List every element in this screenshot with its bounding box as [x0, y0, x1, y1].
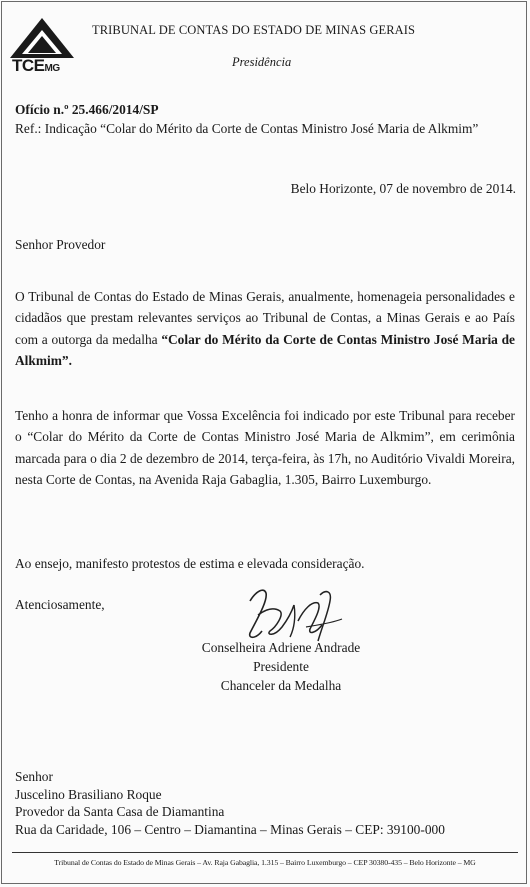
footer-divider	[12, 852, 518, 853]
paragraph-1-text: O Tribunal de Contas do Estado de Minas Gerais, anualmente, homenageia personalidades e cidadãos que prestam relevantes serviços ao Tribunal de Contas, a Minas Gerais e ao País com a outorga da medalha	[15, 289, 515, 347]
addressee-line-4: Rua da Caridade, 106 – Centro – Diamantina – Minas Gerais – CEP: 39100-000	[15, 821, 445, 837]
paragraph-1-end: .	[68, 353, 72, 369]
addressee-block	[15, 768, 445, 838]
paragraph-1	[15, 286, 515, 372]
addressee-line-3: Provedor da Santa Casa de Diamantina	[15, 804, 225, 820]
addressee-line-2: Juscelino Brasiliano Roque	[15, 786, 162, 802]
paragraph-2: Tenho a honra de informar que Vossa Excelência foi indicado por este Tribunal para receber o “Colar do Mérito da Corte de Contas Ministro José Maria de Alkmim”, em cerimônia marcada para o dia 2 de dezembro de 2014, terça-feira, às 17h, no Auditório Vivaldi Moreira, nesta Corte de Contas, na Avenida Raja Gabaglia, 1.305, Bairro Luxemburgo.	[15, 408, 515, 488]
logo-abbrev: TCE	[12, 56, 45, 75]
letter-number: Ofício n.º 25.466/2014/SP	[15, 102, 159, 117]
medal-name: “Colar do Mérito da Corte de Contas Ministro José Maria de Alkmim”	[15, 331, 515, 369]
footer-address: Tribunal de Contas do Estado de Minas Gerais – Av. Raja Gabaglia, 1.315 – Bairro Luxemburgo – CEP 30380-435 – Belo Horizonte – MG	[54, 858, 476, 867]
letter-reference: Ref.: Indicação “Colar do Mérito da Corte de Contas Ministro José Maria de Alkmim”	[15, 121, 479, 136]
letter-date: Belo Horizonte, 07 de novembro de 2014.	[290, 181, 516, 196]
department-name: Presidência	[232, 55, 292, 69]
closing: Atenciosamente,	[15, 597, 105, 612]
organization-name: TRIBUNAL DE CONTAS DO ESTADO DE MINAS GERAIS	[92, 23, 416, 37]
logo-text	[12, 56, 60, 76]
logo-sub: MG	[44, 63, 60, 74]
signer-name: Conselheira Adriene Andrade	[201, 640, 361, 655]
paragraph-3: Ao ensejo, manifesto protestos de estima e elevada consideração.	[15, 556, 365, 571]
signer-block	[176, 638, 386, 696]
signer-role: Chanceler da Medalha	[220, 678, 342, 694]
salutation: Senhor Provedor	[15, 237, 106, 252]
addressee-line-1: Senhor	[15, 769, 53, 784]
signer-title: Presidente	[253, 659, 309, 675]
